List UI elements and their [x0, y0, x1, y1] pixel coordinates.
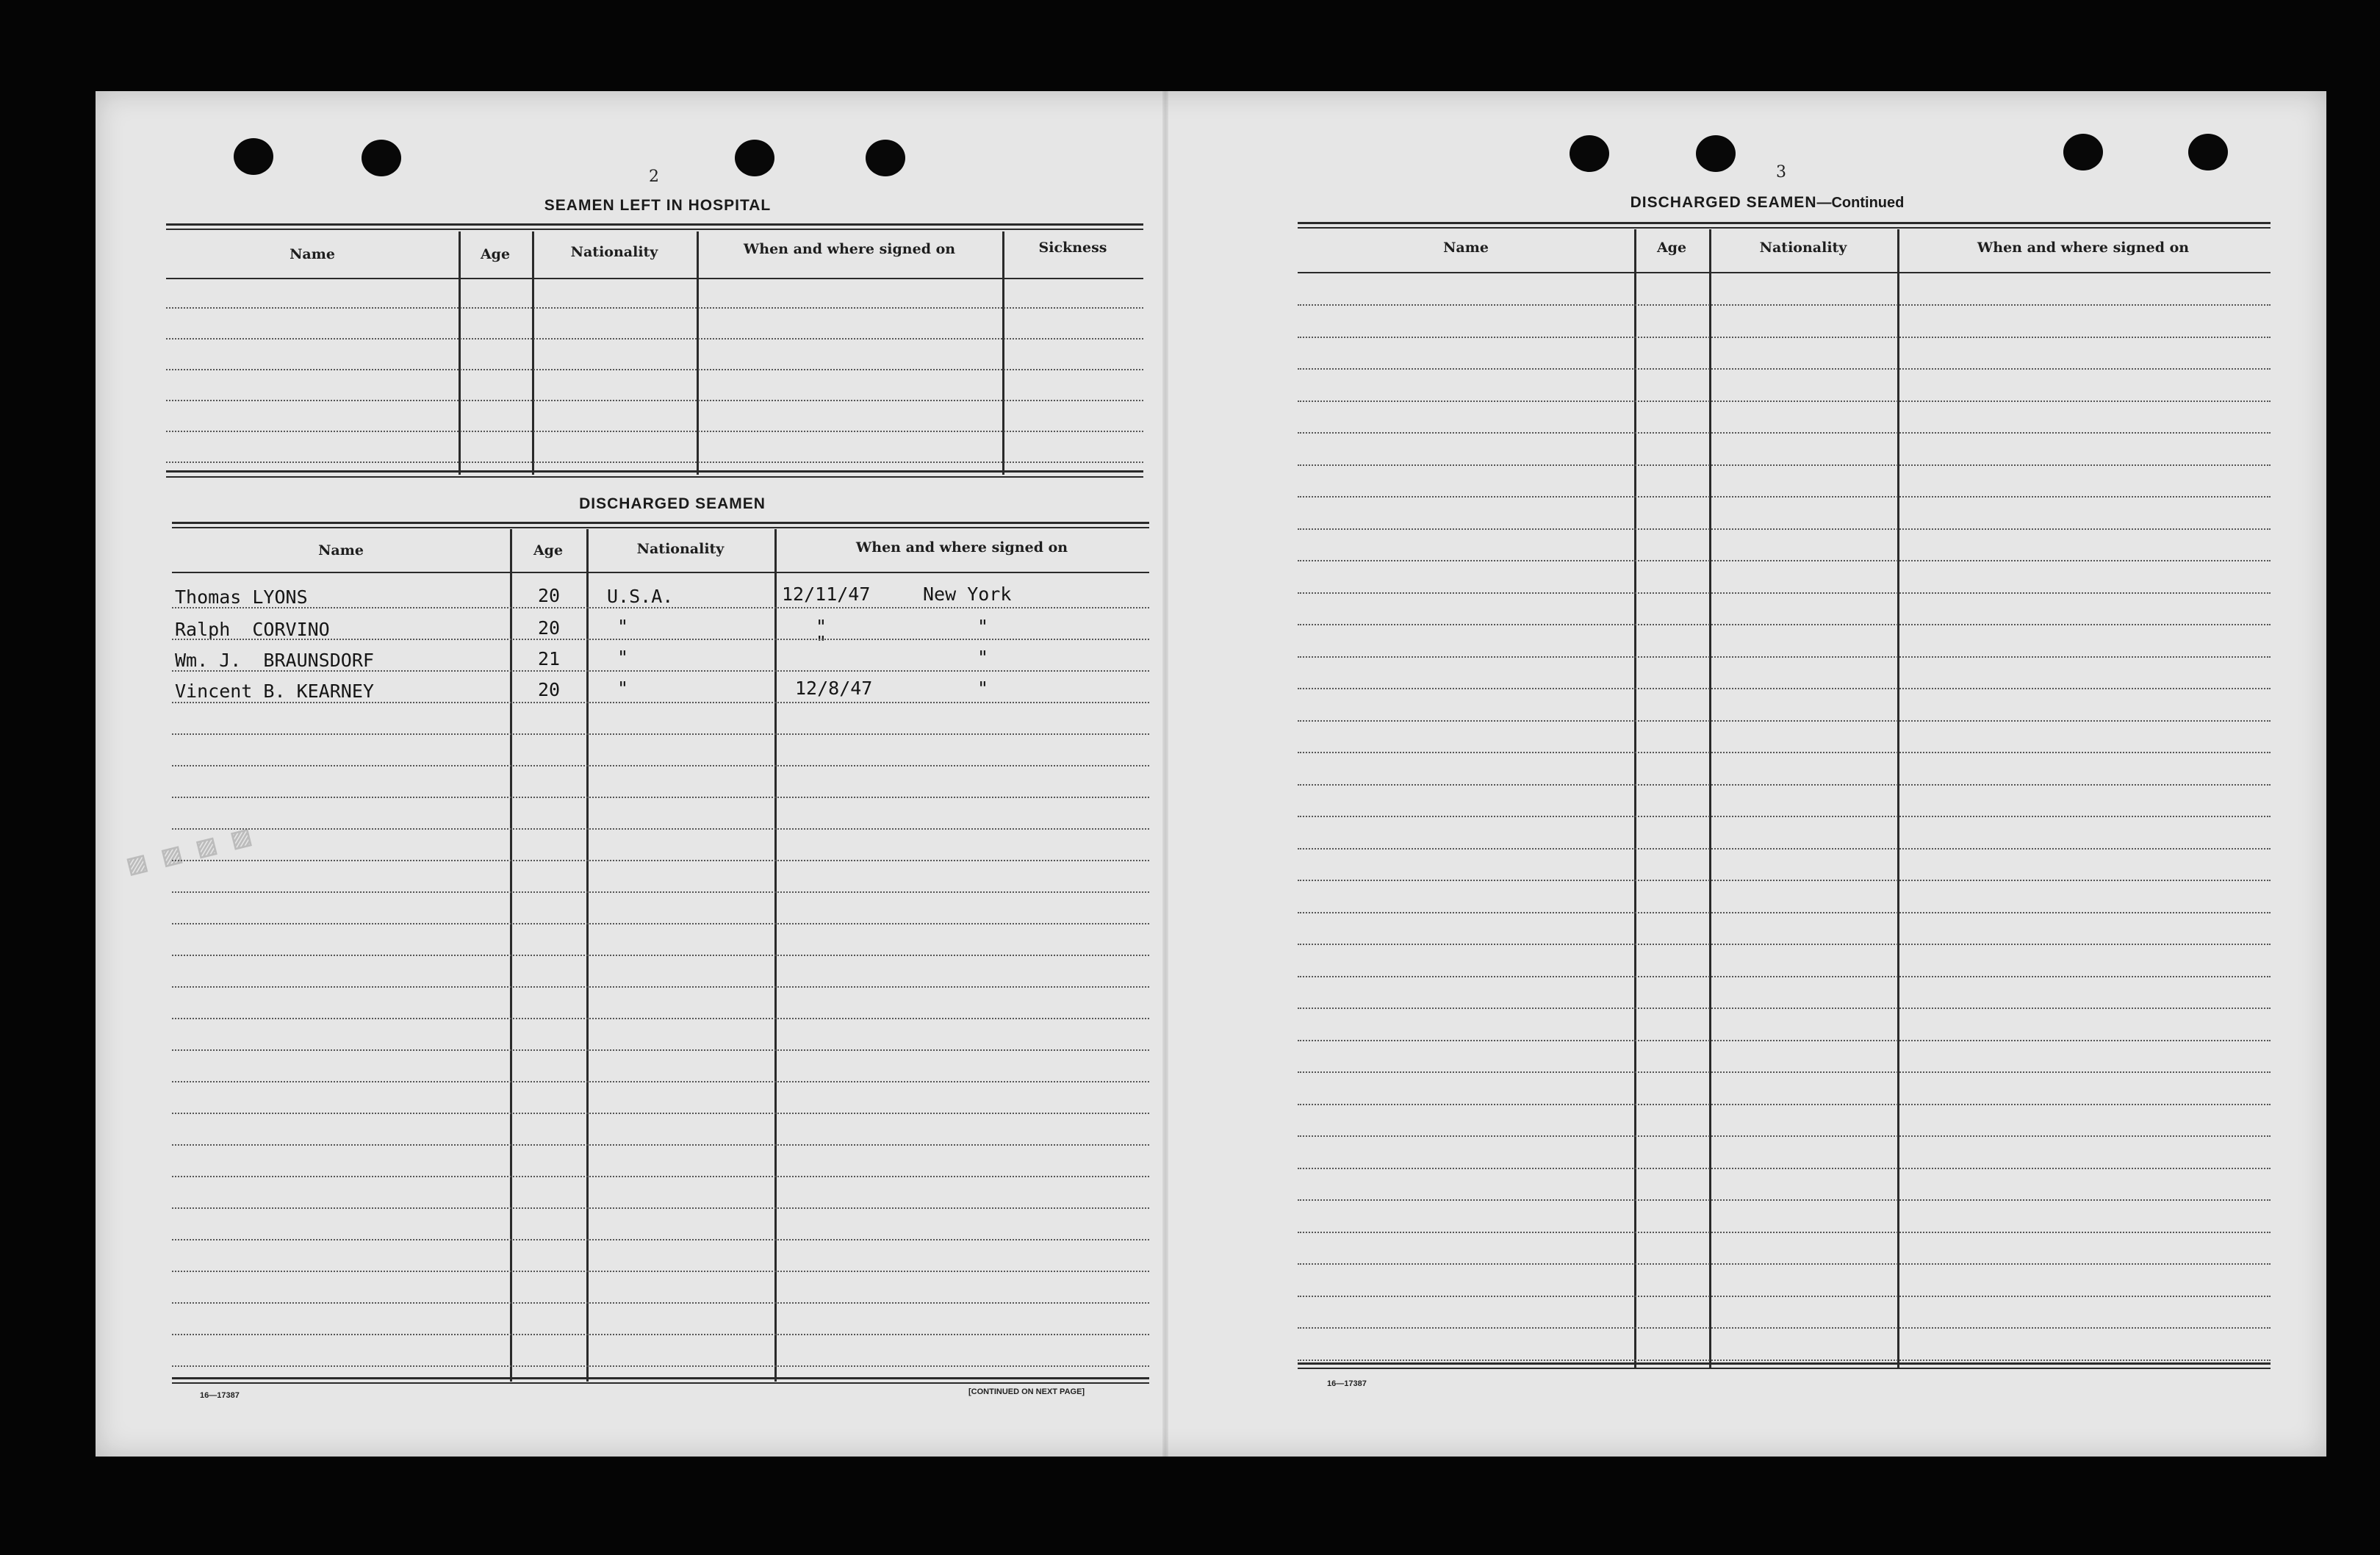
ruled-line	[1298, 624, 2271, 625]
ruled-line	[172, 891, 1149, 893]
ruled-line	[172, 1144, 1149, 1146]
row1-nationality: U.S.A.	[607, 586, 674, 607]
ruled-line	[1298, 656, 2271, 658]
punch-hole	[2188, 134, 2228, 170]
continued-note: [CONTINUED ON NEXT PAGE]	[968, 1387, 1085, 1396]
discharged-section-title: DISCHARGED SEAMEN	[579, 495, 766, 512]
punch-hole	[866, 140, 905, 176]
table-top-rule	[166, 229, 1143, 230]
ruled-line	[1298, 944, 2271, 945]
ruled-line	[1298, 401, 2271, 402]
row3-nationality: "	[617, 647, 629, 668]
hospital-col-name: Name	[290, 246, 335, 262]
column-divider	[532, 231, 534, 475]
continued-col-name: Name	[1443, 240, 1489, 256]
ruled-line	[172, 860, 1149, 861]
ruled-line	[1298, 304, 2271, 306]
ruled-line	[172, 1049, 1149, 1051]
ruled-line	[1298, 592, 2271, 594]
ruled-line	[1298, 1008, 2271, 1009]
ruled-line	[1298, 1360, 2271, 1361]
hospital-col-signed-on: When and where signed on	[743, 241, 956, 257]
table-top-rule	[166, 223, 1143, 226]
ruled-line	[1298, 528, 2271, 530]
ruled-line	[1298, 880, 2271, 881]
punch-hole	[1696, 135, 1736, 172]
ruled-line	[172, 923, 1149, 924]
continued-col-signed-on: When and where signed on	[1977, 240, 2190, 256]
ruled-line	[172, 1334, 1149, 1335]
discharged-continued-title-suffix: —Continued	[1816, 195, 1905, 211]
column-divider	[1002, 231, 1004, 475]
row2-name: Ralph CORVINO	[175, 619, 330, 640]
row1-place: New York	[923, 583, 1012, 605]
table-top-rule	[172, 522, 1149, 524]
ruled-line	[166, 307, 1143, 309]
ruled-line	[172, 986, 1149, 988]
ruled-line	[172, 765, 1149, 766]
ruled-line	[172, 1302, 1149, 1304]
table-bottom-rule	[1298, 1362, 2271, 1365]
ruled-line	[1298, 1327, 2271, 1329]
continued-col-nationality: Nationality	[1759, 240, 1847, 256]
page-fold	[1162, 91, 1168, 1457]
ruled-line	[166, 431, 1143, 432]
table-top-rule	[1298, 222, 2271, 224]
ruled-line	[1298, 1040, 2271, 1041]
ruled-line	[1298, 368, 2271, 370]
ruled-line	[172, 702, 1149, 703]
hospital-col-nationality: Nationality	[570, 244, 658, 260]
ruled-line	[166, 338, 1143, 340]
ruled-line	[172, 1239, 1149, 1240]
ruled-line	[1298, 1199, 2271, 1201]
ruled-line	[1298, 337, 2271, 338]
ruled-line	[172, 1207, 1149, 1209]
punch-hole	[234, 138, 273, 175]
discharged-col-nationality: Nationality	[636, 541, 725, 557]
row4-nationality: "	[617, 678, 629, 699]
ruled-line	[1298, 848, 2271, 850]
row4-name: Vincent B. KEARNEY	[175, 680, 374, 702]
ruled-line	[172, 828, 1149, 830]
ruled-line	[172, 1365, 1149, 1367]
ruled-line	[1298, 720, 2271, 722]
ruled-line	[1298, 1296, 2271, 1297]
row4-age: 20	[538, 679, 561, 700]
column-divider	[697, 231, 699, 475]
header-rule	[172, 572, 1149, 573]
ruled-line	[172, 1113, 1149, 1114]
page-number: 2	[649, 168, 659, 186]
ruled-line	[172, 670, 1149, 672]
row2-nationality: "	[617, 616, 629, 637]
ruled-line	[1298, 560, 2271, 561]
punch-hole	[1570, 135, 1609, 172]
hospital-section-title: SEAMEN LEFT IN HOSPITAL	[544, 197, 772, 214]
table-bottom-rule	[172, 1382, 1149, 1384]
column-divider	[459, 231, 461, 475]
row2-place: "	[977, 616, 989, 637]
table-bottom-rule	[172, 1377, 1149, 1379]
ruled-line	[1298, 752, 2271, 753]
punch-hole	[735, 140, 774, 176]
discharged-continued-title-main: DISCHARGED SEAMEN	[1630, 194, 1817, 211]
ruled-line	[172, 639, 1149, 640]
ruled-line	[1298, 1232, 2271, 1233]
header-rule	[1298, 272, 2271, 273]
ruled-line	[1298, 1263, 2271, 1265]
ruled-line	[166, 462, 1143, 463]
hospital-col-sickness: Sickness	[1038, 240, 1107, 256]
ruled-line	[172, 733, 1149, 735]
discharged-col-signed-on: When and where signed on	[855, 539, 1068, 556]
table-top-rule	[172, 527, 1149, 528]
ruled-line	[172, 797, 1149, 798]
ruled-line	[1298, 1135, 2271, 1137]
ruled-line	[1298, 976, 2271, 977]
discharged-continued-title	[1528, 194, 2006, 212]
row1-name: Thomas LYONS	[175, 586, 308, 608]
ruled-line	[1298, 688, 2271, 689]
row2-date: "	[816, 616, 827, 637]
header-rule	[166, 278, 1143, 279]
discharged-col-name: Name	[318, 542, 364, 559]
ruled-line	[1298, 816, 2271, 817]
table-top-rule	[1298, 227, 2271, 229]
table-bottom-rule	[166, 470, 1143, 473]
row2-age: 20	[538, 617, 561, 639]
ruled-line	[172, 1176, 1149, 1177]
continued-col-age: Age	[1656, 240, 1687, 256]
row3-date: "	[816, 632, 827, 653]
ruled-line	[172, 1271, 1149, 1272]
form-number: 16—17387	[1327, 1379, 1367, 1388]
row4-place: "	[977, 678, 989, 699]
ruled-line	[1298, 784, 2271, 786]
table-bottom-rule	[1298, 1368, 2271, 1369]
ruled-line	[166, 369, 1143, 370]
ruled-line	[1298, 496, 2271, 498]
ruled-line	[166, 400, 1143, 401]
row4-date: 12/8/47	[795, 678, 873, 699]
page-number: 3	[1776, 163, 1786, 182]
ruled-line	[172, 1018, 1149, 1019]
punch-hole	[2063, 134, 2103, 170]
discharged-col-age: Age	[533, 542, 564, 559]
row1-age: 20	[538, 585, 561, 606]
document-sheet	[96, 91, 2326, 1457]
ruled-line	[172, 607, 1149, 608]
form-number: 16—17387	[200, 1391, 240, 1400]
ruled-line	[172, 1081, 1149, 1082]
row3-name: Wm. J. BRAUNSDORF	[175, 650, 374, 671]
hospital-col-age: Age	[480, 246, 511, 262]
row3-place: "	[977, 647, 989, 668]
ruled-line	[1298, 912, 2271, 913]
table-bottom-rule	[166, 476, 1143, 478]
ruled-line	[172, 955, 1149, 956]
faint-stamp-mark: ▨ ▨ ▨ ▨	[123, 822, 259, 879]
ruled-line	[1298, 1071, 2271, 1073]
row3-age: 21	[538, 648, 561, 669]
ruled-line	[1298, 464, 2271, 466]
ruled-line	[1298, 432, 2271, 434]
row1-date: 12/11/47	[782, 583, 871, 605]
ruled-line	[1298, 1168, 2271, 1169]
punch-hole	[362, 140, 401, 176]
ruled-line	[1298, 1104, 2271, 1105]
